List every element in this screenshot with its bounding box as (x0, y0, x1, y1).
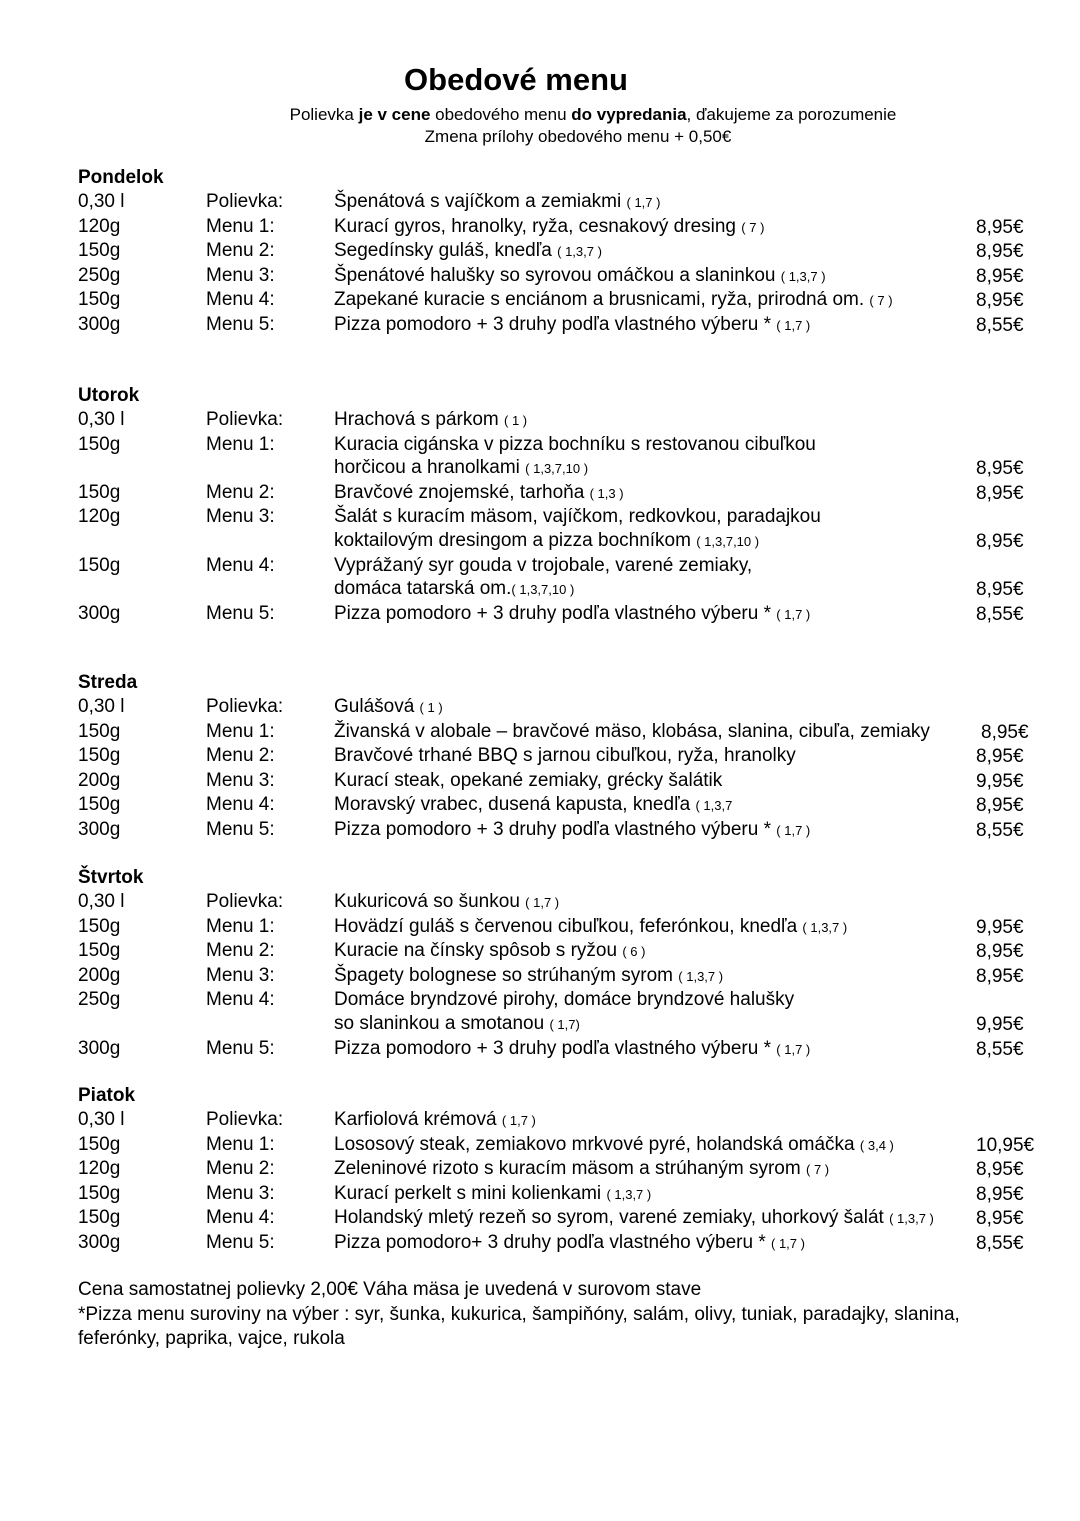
dish-description (334, 1037, 984, 1062)
portion-size: 0,30 l (78, 1109, 125, 1130)
menu-label: Polievka: (206, 1109, 284, 1130)
menu-row (78, 1108, 1058, 1133)
menu-label: Menu 4: (206, 554, 275, 576)
dish-description (334, 264, 984, 289)
dish-text: Zapekané kuracie s enciánom a brusnicami, ryža, prirodná om. (334, 289, 870, 311)
dish-text: Kurací perkelt s mini kolienkami (334, 1182, 607, 1204)
dish-text: Hrachová s párkom (334, 409, 505, 430)
menu-row (78, 1231, 1058, 1256)
portion-size: 300g (78, 313, 121, 335)
dish-text: Karfiolová krémová (334, 1109, 502, 1130)
day-section-wednesday (78, 671, 1058, 843)
dish-description (334, 915, 984, 940)
dish-description (334, 1231, 984, 1256)
dish-text: Moravský vrabec, dusená kapusta, knedľa (334, 794, 696, 816)
price: 8,95€ (981, 721, 1029, 743)
menu-label: Menu 1: (206, 720, 275, 742)
menu-row (78, 939, 1058, 964)
menu-row (78, 1037, 1058, 1062)
portion-size: 150g (78, 1182, 121, 1204)
portion-size: 0,30 l (78, 891, 125, 912)
dish-text: koktailovým dresingom a pizza bochníkom (334, 529, 697, 551)
price: 8,95€ (976, 941, 1024, 963)
portion-size: 150g (78, 915, 121, 937)
menu-label: Menu 3: (206, 506, 275, 528)
soup-note-bold: do vypredania (571, 105, 687, 124)
dish-text: horčicou a hranolkami (334, 457, 526, 479)
menu-row (78, 554, 1058, 602)
portion-size: 150g (78, 745, 121, 767)
price: 8,95€ (976, 290, 1024, 312)
menu-label: Polievka: (206, 409, 284, 430)
portion-size: 120g (78, 506, 121, 528)
portion-size: 0,30 l (78, 409, 125, 430)
price: 8,55€ (976, 819, 1024, 841)
dish-text: Pizza pomodoro + 3 druhy podľa vlastného výberu * (334, 818, 777, 840)
menu-row (78, 818, 1058, 843)
menu-row (78, 1182, 1058, 1207)
dish-text: Kukuricová so šunkou (334, 891, 526, 912)
dish-text: Zeleninové rizoto s kuracím mäsom a strúhaným syrom (334, 1158, 806, 1180)
portion-size: 120g (78, 215, 121, 237)
menu-row (78, 1133, 1058, 1158)
allergens: ( 1,3,7 ) (678, 968, 724, 984)
soup-note-bold: je v cene (358, 105, 431, 124)
dish-description (334, 793, 984, 818)
menu-label: Menu 2: (206, 940, 275, 962)
dish-description (334, 1206, 984, 1231)
dish-text: Pizza pomodoro+ 3 druhy podľa vlastného výberu * (334, 1231, 771, 1253)
menu-label: Menu 3: (206, 1182, 275, 1204)
allergens: ( 3,4 ) (859, 1137, 894, 1153)
menu-row (78, 505, 1058, 553)
menu-label: Menu 4: (206, 794, 275, 816)
price: 8,55€ (976, 314, 1024, 336)
price: 8,95€ (976, 746, 1024, 768)
menu-row (78, 988, 1058, 1036)
price: 8,95€ (976, 965, 1024, 987)
portion-size: 120g (78, 1158, 121, 1180)
footer-line: feferónky, paprika, vajce, rukola (78, 1328, 345, 1349)
allergens: ( 1,7 ) (776, 606, 811, 622)
dish-description (334, 695, 984, 720)
menu-label: Menu 5: (206, 1037, 275, 1059)
price: 8,55€ (976, 1232, 1024, 1254)
price: 8,95€ (976, 265, 1024, 287)
dish-text: Pizza pomodoro + 3 druhy podľa vlastného výberu * (334, 313, 777, 335)
dish-text: Kuracie na čínsky spôsob s ryžou (334, 940, 623, 962)
portion-size: 250g (78, 989, 121, 1011)
soup-note (0, 104, 1080, 125)
portion-size: 300g (78, 818, 121, 840)
dish-text: Živanská v alobale – bravčové mäso, klobása, slanina, cibuľa, zemiaky (334, 720, 930, 742)
portion-size: 200g (78, 769, 121, 791)
footer-notes (78, 1278, 1038, 1352)
menu-label: Menu 3: (206, 769, 275, 791)
day-section-tuesday (78, 384, 1058, 626)
portion-size: 150g (78, 1133, 121, 1155)
footer-line: Cena samostatnej polievky 2,00€ Váha mäsa je uvedená v surovom stave (78, 1279, 702, 1300)
dish-description (334, 890, 984, 915)
price: 8,95€ (976, 579, 1024, 601)
dish-description (334, 1157, 984, 1182)
allergens: ( 1 ) (419, 700, 443, 715)
menu-row (78, 1157, 1058, 1182)
dish-text: Špenátové halušky so syrovou omáčkou a slaninkou (334, 264, 781, 286)
menu-row (78, 215, 1058, 240)
allergens: ( 1,3,7 ) (606, 1186, 652, 1202)
portion-size: 300g (78, 1231, 121, 1253)
menu-label: Menu 5: (206, 1231, 275, 1253)
dish-text: Bravčové znojemské, tarhoňa (334, 481, 590, 503)
portion-size: 0,30 l (78, 191, 125, 212)
allergens: ( 1,3,7 ) (889, 1211, 934, 1227)
dish-text: Lososový steak, zemiakovo mrkvové pyré, holandská omáčka (334, 1133, 860, 1155)
day-name: Pondelok (78, 167, 164, 188)
portion-size: 300g (78, 602, 121, 624)
dish-text: Domáce bryndzové pirohy, domáce bryndzové halušky (334, 989, 795, 1011)
menu-row (78, 720, 1058, 745)
menu-label: Menu 2: (206, 745, 275, 767)
dish-description (334, 964, 984, 989)
allergens: ( 1,3 ) (589, 485, 624, 501)
price: 8,95€ (976, 795, 1024, 817)
price: 10,95€ (976, 1134, 1035, 1156)
dish-description (334, 988, 984, 1036)
portion-size: 200g (78, 964, 121, 986)
portion-size: 300g (78, 1037, 121, 1059)
menu-row (78, 190, 1058, 215)
price: 9,95€ (976, 916, 1024, 938)
day-section-thursday (78, 866, 1058, 1061)
dish-text: so slaninkou a smotanou (334, 1012, 550, 1034)
portion-size: 150g (78, 1207, 121, 1229)
menu-row (78, 481, 1058, 506)
price: 8,95€ (976, 530, 1024, 552)
menu-label: Menu 5: (206, 818, 275, 840)
dish-description (334, 313, 984, 338)
price: 8,55€ (976, 603, 1024, 625)
allergens: ( 1,7 ) (776, 317, 811, 333)
dish-text: Segedínsky guláš, knedľa (334, 240, 558, 262)
dish-text: Vyprážaný syr gouda v trojobale, varené zemiaky, (334, 554, 753, 576)
menu-label: Menu 4: (206, 289, 275, 311)
price: 8,95€ (976, 1208, 1024, 1230)
dish-description (334, 239, 984, 264)
allergens: ( 1,3,7 (695, 798, 733, 814)
menu-row (78, 408, 1058, 433)
allergens: ( 1,3,7,10 ) (525, 461, 589, 477)
menu-label: Menu 3: (206, 964, 275, 986)
dish-description (334, 215, 984, 240)
menu-row (78, 239, 1058, 264)
menu-row (78, 313, 1058, 338)
allergens: ( 1,3,7,10 ) (511, 582, 575, 598)
menu-label: Menu 1: (206, 215, 275, 237)
dish-description (334, 744, 984, 769)
dish-text: domáca tatarská om. (334, 578, 512, 600)
day-name: Streda (78, 672, 138, 693)
menu-label: Polievka: (206, 891, 284, 912)
dish-description (334, 408, 984, 433)
dish-description (334, 505, 984, 553)
menu-label: Menu 1: (206, 915, 275, 937)
price: 8,95€ (976, 1159, 1024, 1181)
portion-size: 150g (78, 240, 121, 262)
price: 8,55€ (976, 1038, 1024, 1060)
dish-text: Gulášová (334, 696, 420, 717)
soup-note-part: obedového menu (430, 105, 572, 124)
dish-description (334, 1182, 984, 1207)
day-name: Štvrtok (78, 867, 144, 888)
footer-line: *Pizza menu suroviny na výber : syr, šunka, kukurica, šampiňóny, salám, olivy, tuniak, paradajky, slanina, (78, 1303, 960, 1325)
side-change-note: Zmena prílohy obedového menu + 0,50€ (424, 127, 732, 146)
menu-label: Menu 1: (206, 1133, 275, 1155)
day-section-monday (78, 166, 1058, 338)
dish-text: Kurací steak, opekané zemiaky, grécky šalátik (334, 769, 723, 791)
menu-label: Menu 4: (206, 1207, 275, 1229)
dish-description (334, 554, 984, 602)
price: 9,95€ (976, 1013, 1024, 1035)
portion-size: 150g (78, 481, 121, 503)
menu-row (78, 769, 1058, 794)
day-section-friday (78, 1084, 1058, 1256)
dish-description (334, 288, 984, 313)
price: 8,95€ (976, 241, 1024, 263)
menu-row (78, 744, 1058, 769)
dish-text: Pizza pomodoro + 3 druhy podľa vlastného výberu * (334, 1037, 777, 1059)
dish-description (334, 190, 984, 215)
menu-row (78, 433, 1058, 481)
allergens: ( 1,3,7 ) (557, 244, 602, 260)
dish-text: Kuracia cigánska v pizza bochníku s restovanou cibuľkou (334, 433, 816, 455)
menu-label: Polievka: (206, 191, 284, 212)
menu-label: Menu 2: (206, 240, 275, 262)
allergens: ( 1,3,7 ) (802, 919, 848, 935)
price: 8,95€ (976, 482, 1024, 504)
allergens: ( 1,7) (549, 1016, 580, 1032)
portion-size: 0,30 l (78, 696, 125, 717)
soup-note-part: , ďakujeme za porozumenie (686, 105, 897, 124)
dish-text: Pizza pomodoro + 3 druhy podľa vlastného výberu * (334, 602, 777, 624)
dish-description (334, 1108, 984, 1133)
menu-row (78, 1206, 1058, 1231)
menu-label: Menu 5: (206, 313, 275, 335)
portion-size: 150g (78, 940, 121, 962)
dish-description (334, 602, 984, 627)
menu-row (78, 890, 1058, 915)
soup-note-part: Polievka (289, 105, 359, 124)
menu-label: Menu 2: (206, 481, 275, 503)
dish-description (334, 939, 984, 964)
dish-text: Špenátová s vajíčkom a zemiakmi (334, 191, 627, 212)
price: 9,95€ (976, 770, 1024, 792)
dish-text: Holandský mletý rezeň so syrom, varené zemiaky, uhorkový šalát (334, 1207, 890, 1229)
allergens: ( 7 ) (741, 219, 765, 235)
menu-row (78, 602, 1058, 627)
menu-label: Menu 3: (206, 264, 275, 286)
dish-description (334, 818, 984, 843)
dish-text: Šalát s kuracím mäsom, vajíčkom, redkovkou, paradajkou (334, 506, 821, 528)
menu-label: Menu 2: (206, 1158, 275, 1180)
allergens: ( 1,7 ) (501, 1113, 536, 1128)
portion-size: 150g (78, 720, 121, 742)
menu-label: Menu 4: (206, 989, 275, 1011)
menu-row (78, 264, 1058, 289)
allergens: ( 1,3,7,10 ) (696, 533, 760, 549)
menu-label: Menu 5: (206, 602, 275, 624)
allergens: ( 1,7 ) (771, 1235, 805, 1251)
dish-text: Hovädzí guláš s červenou cibuľkou, feferónkou, knedľa (334, 915, 803, 937)
allergens: ( 7 ) (869, 293, 893, 309)
portion-size: 150g (78, 289, 121, 311)
price: 8,95€ (976, 216, 1024, 238)
portion-size: 150g (78, 794, 121, 816)
dish-description (334, 769, 984, 794)
dish-description (334, 481, 984, 506)
allergens: ( 1,7 ) (626, 195, 661, 210)
menu-row (78, 964, 1058, 989)
dish-text: Kurací gyros, hranolky, ryža, cesnakový dresing (334, 215, 742, 237)
dish-description (334, 1133, 984, 1158)
day-name: Piatok (78, 1085, 136, 1106)
portion-size: 150g (78, 554, 121, 576)
allergens: ( 1,7 ) (525, 895, 560, 910)
allergens: ( 1,7 ) (776, 822, 811, 838)
portion-size: 250g (78, 264, 121, 286)
price: 8,95€ (976, 458, 1024, 480)
menu-row (78, 695, 1058, 720)
dish-description (334, 433, 984, 481)
dish-text: Špagety bolognese so strúhaným syrom (334, 964, 679, 986)
menu-row (78, 288, 1058, 313)
portion-size: 150g (78, 433, 121, 455)
price: 8,95€ (976, 1183, 1024, 1205)
dish-text: Bravčové trhané BBQ s jarnou cibuľkou, ryža, hranolky (334, 745, 796, 767)
page-title: Obedové menu (404, 62, 628, 97)
allergens: ( 6 ) (622, 944, 646, 960)
allergens: ( 1,7 ) (776, 1041, 811, 1057)
allergens: ( 1 ) (504, 413, 528, 428)
allergens: ( 1,3,7 ) (780, 268, 826, 284)
dish-description (334, 720, 984, 745)
menu-row (78, 793, 1058, 818)
allergens: ( 7 ) (806, 1162, 830, 1178)
menu-label: Menu 1: (206, 433, 275, 455)
day-name: Utorok (78, 385, 140, 406)
menu-label: Polievka: (206, 696, 284, 717)
menu-row (78, 915, 1058, 940)
